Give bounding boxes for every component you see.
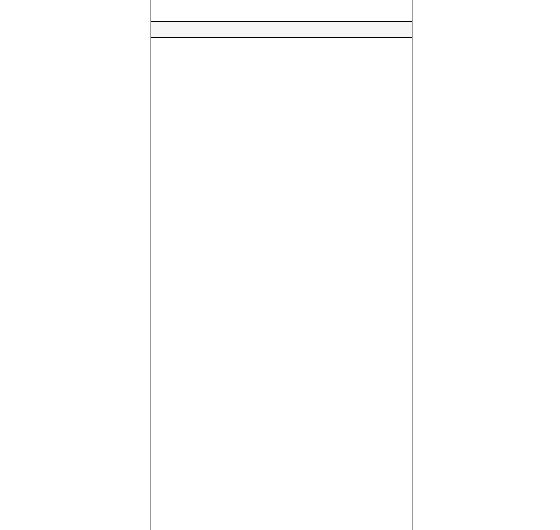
table-header: [151, 21, 412, 38]
nutrition-panel: [150, 0, 413, 530]
